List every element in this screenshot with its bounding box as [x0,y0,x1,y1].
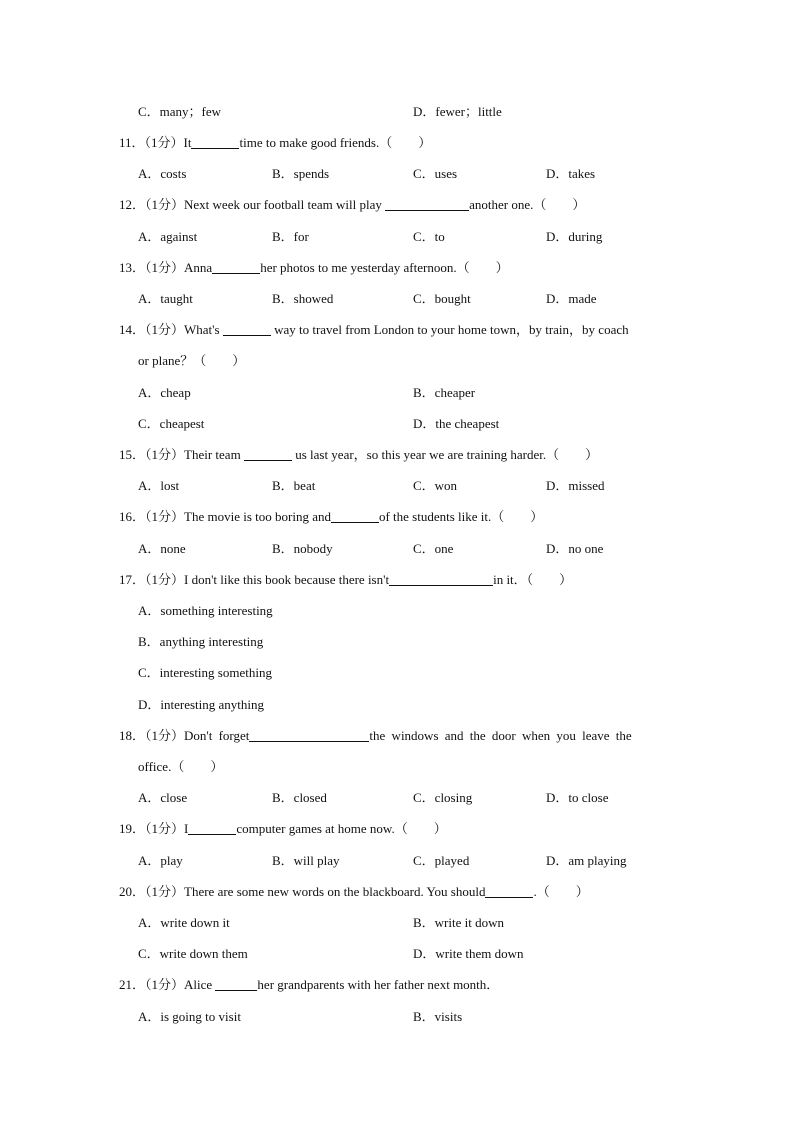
option-a: A．something interesting [138,603,273,618]
question-13-options [0,289,794,309]
question-stem: There are some new words on the blackboard. You should [184,884,486,899]
question-stem: I don't like this book because there isn't [184,572,390,587]
answer-blank [215,977,257,991]
option-d: D．the cheapest [413,416,500,431]
option-c: C．interesting something [138,665,272,680]
question-17 [0,570,794,590]
question-number: 12．（1分） [119,197,185,212]
question-18-options [0,788,794,808]
question-stem-end: her grandparents with her father next month． [257,977,500,992]
question-stem: Their team [184,447,244,462]
option-a: A．cheap [138,385,191,400]
question-21 [0,975,794,995]
option-a: A．lost [138,478,180,493]
question-14 [0,320,794,340]
question-11-options [0,164,794,184]
option-d: D．write them down [413,946,524,961]
option-b: B．showed [272,291,334,306]
question-17-option-a [0,601,794,621]
question-17-option-d [0,695,794,715]
question-stem: Anna [184,260,213,275]
option-a: A．play [138,853,183,868]
answer-blank [191,135,239,149]
question-17-option-b [0,632,794,652]
question-stem: The movie is too boring and [184,509,331,524]
option-d: D．missed [546,478,605,493]
q10-options-row-2 [0,102,794,122]
option-d: D．made [546,291,597,306]
option-b: B．cheaper [413,385,476,400]
answer-blank [485,884,533,898]
option-a: A．write down it [138,915,230,930]
question-stem-end: time to make good friends.（ ） [239,135,432,150]
question-19-options [0,851,794,871]
question-stem-continued: or plane？（ ） [138,353,246,368]
question-stem: It [183,135,192,150]
option-c: C．cheapest [138,416,205,431]
answer-blank [188,821,236,835]
option-a: A．is going to visit [138,1009,241,1024]
option-c: C．many；few [138,104,222,119]
option-a: A．costs [138,166,187,181]
question-number: 13．（1分） [119,260,185,275]
question-stem-end: way to travel from London to your home town，by train，by coach [270,322,629,337]
question-stem-end: another one.（ ） [469,197,586,212]
question-17-option-c [0,663,794,683]
answer-blank [385,197,469,211]
option-b: B．spends [272,166,330,181]
answer-blank [389,572,493,586]
option-b: B．visits [413,1009,463,1024]
option-b: B．beat [272,478,316,493]
question-15-options [0,476,794,496]
question-11 [0,133,794,153]
question-stem-end: computer games at home now.（ ） [236,821,447,836]
question-number: 14．（1分） [119,322,185,337]
question-stem: Don't forget [184,728,250,743]
option-d: D．to close [546,790,609,805]
question-15 [0,445,794,465]
answer-blank [223,322,271,336]
question-number: 21．（1分） [119,977,185,992]
question-stem-end: of the students like it.（ ） [378,509,544,524]
question-stem: What's [184,322,223,337]
option-a: A．against [138,229,198,244]
option-b: B．anything interesting [138,634,264,649]
option-a: A．close [138,790,188,805]
option-a: A．none [138,541,186,556]
question-14-continued [0,351,794,371]
question-stem-end: us last year，so this year we are training harder.（ ） [291,447,599,462]
question-stem-end: her photos to me yesterday afternoon.（ ） [260,260,509,275]
question-18 [0,726,794,746]
option-b: B．nobody [272,541,333,556]
option-c: C．one [413,541,454,556]
question-14-options-row-1 [0,383,794,403]
answer-blank [249,728,369,742]
option-d: D．during [546,229,603,244]
option-b: B．write it down [413,915,504,930]
question-stem-end: in it．（ ） [493,572,573,587]
option-b: B．closed [272,790,327,805]
question-number: 16．（1分） [119,509,185,524]
option-d: D．am playing [546,853,627,868]
question-20 [0,882,794,902]
question-20-options-row-1 [0,913,794,933]
question-stem: Next week our football team will play [184,197,386,212]
option-c: C．won [413,478,458,493]
option-c: C．played [413,853,470,868]
option-c: C．write down them [138,946,248,961]
question-number: 18．（1分） [119,728,185,743]
question-21-options [0,1007,794,1027]
option-c: C．to [413,229,445,244]
question-number: 15．（1分） [119,447,185,462]
question-16-options [0,539,794,559]
question-20-options-row-2 [0,944,794,964]
question-stem-continued: office.（ ） [138,759,224,774]
question-stem-end: the windows and the door when you leave the [369,728,632,743]
option-d: D．no one [546,541,604,556]
answer-blank [212,260,260,274]
question-stem: I [184,821,189,836]
question-stem-end: .（ ） [533,884,589,899]
question-13 [0,258,794,278]
question-number: 19．（1分） [119,821,185,836]
option-c: C．bought [413,291,471,306]
question-16 [0,507,794,527]
question-stem: Alice [184,977,216,992]
question-number: 17．（1分） [119,572,185,587]
question-19 [0,819,794,839]
option-d: D．interesting anything [138,697,265,712]
question-number: 11．（1分） [119,135,184,150]
question-number: 20．（1分） [119,884,185,899]
option-c: C．closing [413,790,473,805]
option-d: D．fewer；little [413,104,502,119]
option-b: B．for [272,229,309,244]
question-12 [0,195,794,215]
option-a: A．taught [138,291,193,306]
question-18-continued [0,757,794,777]
answer-blank [331,509,379,523]
option-c: C．uses [413,166,458,181]
answer-blank [244,447,292,461]
question-14-options-row-2 [0,414,794,434]
option-d: D．takes [546,166,596,181]
question-12-options [0,227,794,247]
option-b: B．will play [272,853,340,868]
